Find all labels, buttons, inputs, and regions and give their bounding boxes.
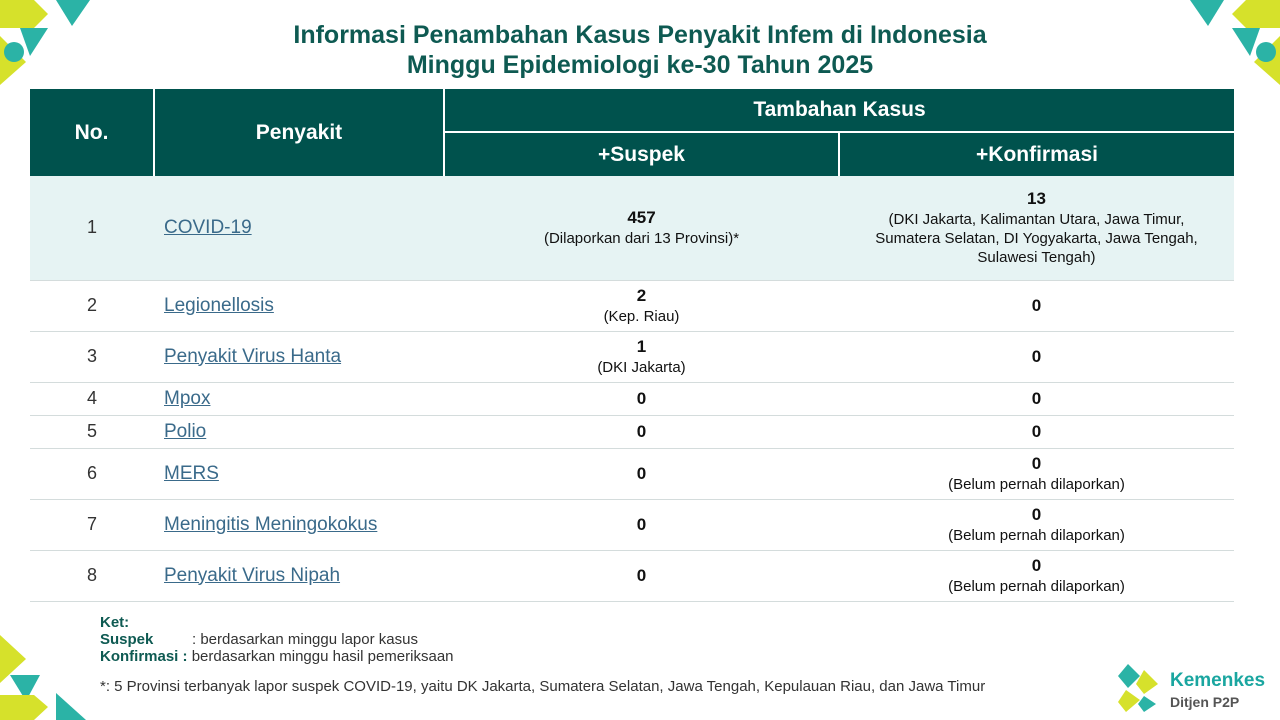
row-konfirmasi-note: (Belum pernah dilaporkan) [948, 476, 1125, 493]
header-tambahan-kasus: Tambahan Kasus [444, 89, 1234, 132]
row-suspek: 2 [636, 286, 647, 305]
row-penyakit [154, 499, 444, 550]
row-konfirmasi: 0 [1031, 388, 1042, 408]
row-suspek-cell [444, 280, 839, 331]
row-penyakit-link[interactable]: COVID-19 [164, 216, 252, 238]
header-suspek: +Suspek [444, 132, 839, 176]
row-penyakit-link[interactable]: Penyakit Virus Nipah [164, 564, 341, 586]
table-row [30, 415, 1234, 448]
table-row [30, 550, 1234, 601]
row-penyakit-link[interactable]: Penyakit Virus Hanta [164, 345, 342, 367]
row-no: 2 [30, 280, 154, 331]
title-line-1: Informasi Penambahan Kasus Penyakit Infem di Indonesia [293, 21, 987, 49]
row-suspek-note: (Dilaporkan dari 13 Provinsi)* [543, 230, 740, 248]
row-no: 3 [30, 331, 154, 382]
logo-name: Kemenkes [1170, 670, 1266, 691]
row-suspek: 0 [636, 463, 647, 483]
row-penyakit [154, 176, 444, 280]
row-konfirmasi: 0 [1031, 556, 1042, 575]
legend-suspek-label: Suspek [100, 631, 154, 648]
legend-konfirmasi-label: Konfirmasi : [100, 648, 188, 665]
row-penyakit [154, 550, 444, 601]
table-row [30, 331, 1234, 382]
row-konfirmasi: 0 [1031, 454, 1042, 473]
legend-konfirmasi-text: berdasarkan minggu hasil pemeriksaan [191, 648, 454, 665]
header-konfirmasi: +Konfirmasi [839, 132, 1234, 176]
table-row [30, 280, 1234, 331]
row-konfirmasi: 0 [1031, 295, 1042, 315]
row-suspek: 0 [636, 421, 647, 441]
row-penyakit [154, 331, 444, 382]
row-suspek: 0 [636, 388, 647, 408]
row-konfirmasi: 0 [1031, 505, 1042, 524]
row-konfirmasi: 0 [1031, 346, 1042, 366]
row-suspek: 1 [636, 337, 647, 356]
row-konfirmasi-cell [839, 499, 1234, 550]
row-konfirmasi: 13 [1027, 189, 1046, 209]
row-no: 5 [30, 415, 154, 448]
table-row [30, 176, 1234, 280]
row-suspek-cell [444, 550, 839, 601]
row-no: 7 [30, 499, 154, 550]
row-no: 1 [30, 176, 154, 280]
row-konfirmasi-cell [839, 415, 1234, 448]
row-konfirmasi-cell [839, 280, 1234, 331]
row-konfirmasi-cell [839, 382, 1234, 415]
header-penyakit: Penyakit [154, 89, 444, 176]
row-suspek: 457 [627, 208, 656, 228]
row-suspek-cell [444, 499, 839, 550]
corner-decoration-bottom-left [0, 635, 90, 720]
row-penyakit [154, 448, 444, 499]
row-penyakit-link[interactable]: Meningitis Meningokokus [164, 513, 378, 535]
row-konfirmasi-cell [839, 448, 1234, 499]
legend-suspek-text: : berdasarkan minggu lapor kasus [192, 631, 418, 648]
logo-sub: Ditjen P2P [1170, 694, 1240, 710]
row-konfirmasi-cell [839, 176, 1234, 280]
row-konfirmasi-cell [839, 331, 1234, 382]
kemenkes-logo-mark [1118, 664, 1162, 712]
row-penyakit-link[interactable]: Legionellosis [164, 294, 274, 316]
table-row [30, 382, 1234, 415]
title-line-2: Minggu Epidemiologi ke-30 Tahun 2025 [406, 51, 874, 79]
row-suspek-cell [444, 176, 839, 280]
footnote: *: 5 Provinsi terbanyak lapor suspek COVID-19, yaitu DK Jakarta, Sumatera Selatan, Jawa Tengah, Kepulauan Riau, dan Jawa Timur [100, 678, 986, 695]
row-suspek-cell [444, 448, 839, 499]
row-suspek-cell [444, 331, 839, 382]
header-no: No. [30, 89, 154, 176]
row-suspek: 0 [636, 514, 647, 534]
row-konfirmasi: 0 [1031, 421, 1042, 441]
row-suspek-cell [444, 415, 839, 448]
legend [100, 614, 454, 665]
row-penyakit-link[interactable]: Polio [164, 420, 207, 442]
row-no: 4 [30, 382, 154, 415]
table-row [30, 448, 1234, 499]
cases-table [30, 89, 1234, 602]
row-penyakit [154, 280, 444, 331]
kemenkes-logo [1118, 664, 1278, 714]
row-penyakit [154, 382, 444, 415]
row-suspek-note: (Kep. Riau) [603, 308, 680, 325]
row-konfirmasi-note: (DKI Jakarta, Kalimantan Utara, Jawa Timur, Sumatera Selatan, DI Yogyakarta, Jawa Tengah, Sulawesi Tengah) [875, 211, 1198, 267]
table-row [30, 499, 1234, 550]
legend-label: Ket: [100, 614, 130, 631]
row-suspek: 0 [636, 565, 647, 585]
row-konfirmasi-note: (Belum pernah dilaporkan) [948, 578, 1125, 595]
row-konfirmasi-note: (Belum pernah dilaporkan) [948, 527, 1125, 544]
row-penyakit [154, 415, 444, 448]
row-no: 8 [30, 550, 154, 601]
page-title [0, 20, 1280, 80]
row-no: 6 [30, 448, 154, 499]
row-suspek-note: (DKI Jakarta) [597, 359, 686, 376]
row-konfirmasi-cell [839, 550, 1234, 601]
row-penyakit-link[interactable]: MERS [164, 462, 219, 484]
row-suspek-cell [444, 382, 839, 415]
row-penyakit-link[interactable]: Mpox [164, 387, 211, 409]
